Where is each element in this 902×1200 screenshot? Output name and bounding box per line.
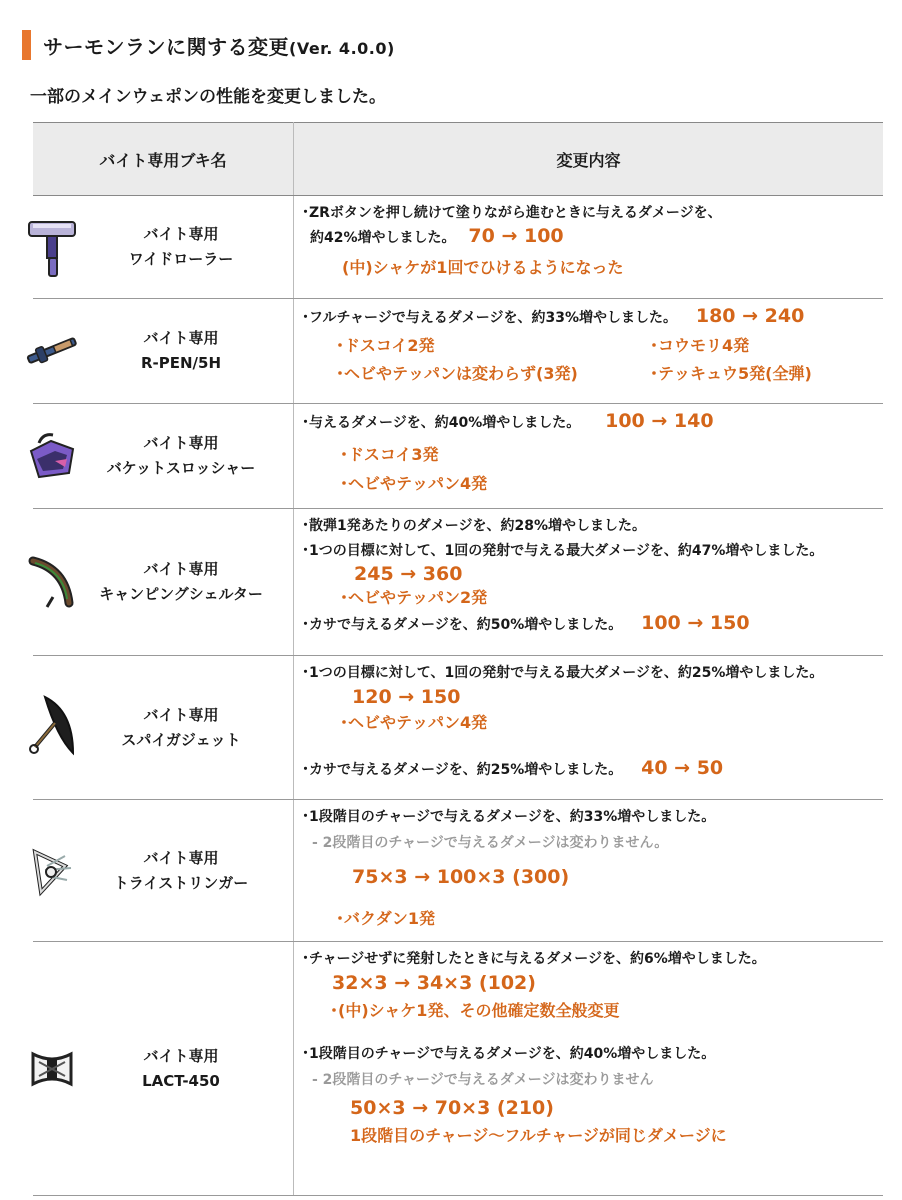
muted-note: - 2段階目のチャージで与えるダメージは変わりません。 xyxy=(312,835,669,851)
damage-value: 120 → 150 xyxy=(352,686,461,708)
weapon-name-prefix: バイト専用 xyxy=(143,329,219,347)
change-text: ･1つの目標に対して、1回の発射で与える最大ダメージを、約47%増やしました。 xyxy=(302,543,824,559)
table-row xyxy=(33,942,883,1196)
table-row xyxy=(33,656,883,800)
weapon-name-main: トライストリンガー xyxy=(113,873,249,892)
weapon-name-main: バケットスロッシャー xyxy=(106,459,256,477)
change-cell xyxy=(294,404,884,509)
damage-value: 75×3 → 100×3 (300) xyxy=(352,866,570,888)
weapon-cell xyxy=(33,299,294,404)
weapon-name xyxy=(99,1044,293,1094)
weapon-name-prefix: バイト専用 xyxy=(143,560,219,578)
effect-note: ･テッキュウ5発(全弾) xyxy=(650,364,812,383)
change-cell xyxy=(294,800,884,942)
effect-note: (中)シャケが1回でひけるようになった xyxy=(342,258,624,277)
damage-value: 245 → 360 xyxy=(354,563,463,585)
page-title xyxy=(43,31,395,60)
weapon-name-main: R-PEN/5H xyxy=(140,354,222,372)
weapon-name xyxy=(99,846,293,896)
table-row xyxy=(33,509,883,656)
damage-value: 50×3 → 70×3 (210) xyxy=(350,1097,554,1119)
wide-roller-icon xyxy=(25,212,79,282)
undercover-brella-icon xyxy=(25,693,79,763)
table-row xyxy=(33,299,883,404)
change-text: 約42%増やしました。 xyxy=(310,230,456,246)
weapon-cell xyxy=(33,942,294,1196)
weapon-name-prefix: バイト専用 xyxy=(143,225,219,243)
change-cell xyxy=(294,942,884,1196)
damage-value: 32×3 → 34×3 (102) xyxy=(332,972,536,994)
effect-note: ･バクダン1発 xyxy=(336,909,435,928)
muted-note: - 2段階目のチャージで与えるダメージは変わりません xyxy=(312,1072,654,1088)
weapon-name-prefix: バイト専用 xyxy=(143,848,219,867)
change-text: ･1段階目のチャージで与えるダメージを、約33%増やしました。 xyxy=(302,809,716,825)
weapon-name-main: ワイドローラー xyxy=(128,250,234,268)
change-text: ･カサで与えるダメージを、約25%増やしました。 xyxy=(302,762,623,778)
damage-value: 180 → 240 xyxy=(695,305,805,327)
weapon-name-prefix: バイト専用 xyxy=(143,434,219,452)
weapon-name xyxy=(99,222,293,272)
change-text: ･フルチャージで与えるダメージを、約33%増やしました。 xyxy=(302,310,677,326)
weapon-cell xyxy=(33,509,294,656)
lact-450-icon xyxy=(25,1034,79,1104)
change-text: ･散弾1発あたりのダメージを、約28%増やしました。 xyxy=(302,518,646,534)
weapon-name-main: LACT-450 xyxy=(142,1071,220,1090)
change-text: ･1つの目標に対して、1回の発射で与える最大ダメージを、約25%増やしました。 xyxy=(302,665,824,681)
effect-note: ･ヘビやテッパン4発 xyxy=(340,474,488,493)
tri-stringer-icon xyxy=(25,836,79,906)
effect-note: ･コウモリ4発 xyxy=(650,336,750,355)
r-pen-icon xyxy=(25,316,79,386)
accent-bar xyxy=(22,30,31,60)
damage-value: 70 → 100 xyxy=(468,225,564,247)
change-cell xyxy=(294,196,884,299)
weapon-name xyxy=(99,703,293,753)
weapon-cell xyxy=(33,656,294,800)
column-header-weapon: バイト専用ブキ名 xyxy=(33,123,294,196)
column-header-changes: 変更内容 xyxy=(294,123,884,196)
change-cell xyxy=(294,509,884,656)
effect-note: ･ヘビやテッパン2発 xyxy=(340,588,488,607)
table-header-row xyxy=(33,123,883,196)
change-cell xyxy=(294,299,884,404)
effect-note: ･ヘビやテッパンは変わらず(3発) xyxy=(336,364,578,383)
weapon-name-main: スパイガジェット xyxy=(121,730,241,749)
change-text: ･チャージせずに発射したときに与えるダメージを、約6%増やしました。 xyxy=(302,951,766,967)
table-row xyxy=(33,196,883,299)
weapon-name-prefix: バイト専用 xyxy=(143,1046,219,1065)
weapon-name-main: キャンピングシェルター xyxy=(99,585,263,603)
weapon-cell xyxy=(33,404,294,509)
effect-note: ･ヘビやテッパン4発 xyxy=(340,713,488,732)
change-text: ･与えるダメージを、約40%増やしました。 xyxy=(302,415,581,431)
change-cell xyxy=(294,656,884,800)
weapon-cell xyxy=(33,800,294,942)
table-row xyxy=(33,800,883,942)
page-subtitle: 一部のメインウェポンの性能を変更しました。 xyxy=(30,87,386,107)
damage-value: 40 → 50 xyxy=(641,757,724,779)
effect-note: 1段階目のチャージ～フルチャージが同じダメージに xyxy=(350,1126,727,1145)
title-text: サーモンランに関する変更 xyxy=(43,34,289,59)
effect-note: ･(中)シャケ1発、その他確定数全般変更 xyxy=(330,1001,620,1020)
changes-table xyxy=(33,122,883,1196)
effect-note: ･ドスコイ3発 xyxy=(340,445,439,464)
change-text: ･1段階目のチャージで与えるダメージを、約40%増やしました。 xyxy=(302,1046,716,1062)
bucket-slosher-icon xyxy=(25,421,79,491)
change-text: ･カサで与えるダメージを、約50%増やしました。 xyxy=(302,617,623,633)
damage-value: 100 → 150 xyxy=(641,612,750,634)
damage-value: 100 → 140 xyxy=(605,410,714,432)
weapon-cell xyxy=(33,196,294,299)
tenta-brella-icon xyxy=(25,547,79,617)
effect-note: ･ドスコイ2発 xyxy=(336,336,435,355)
version-text: (Ver. 4.0.0) xyxy=(289,38,395,58)
weapon-name xyxy=(99,557,293,607)
weapon-name-prefix: バイト専用 xyxy=(143,705,219,724)
change-text: ･ZRボタンを押し続けて塗りながら進むときに与えるダメージを、 xyxy=(302,205,722,221)
page-header xyxy=(22,30,395,60)
table-row xyxy=(33,404,883,509)
weapon-name xyxy=(99,431,293,481)
weapon-name xyxy=(99,326,293,376)
